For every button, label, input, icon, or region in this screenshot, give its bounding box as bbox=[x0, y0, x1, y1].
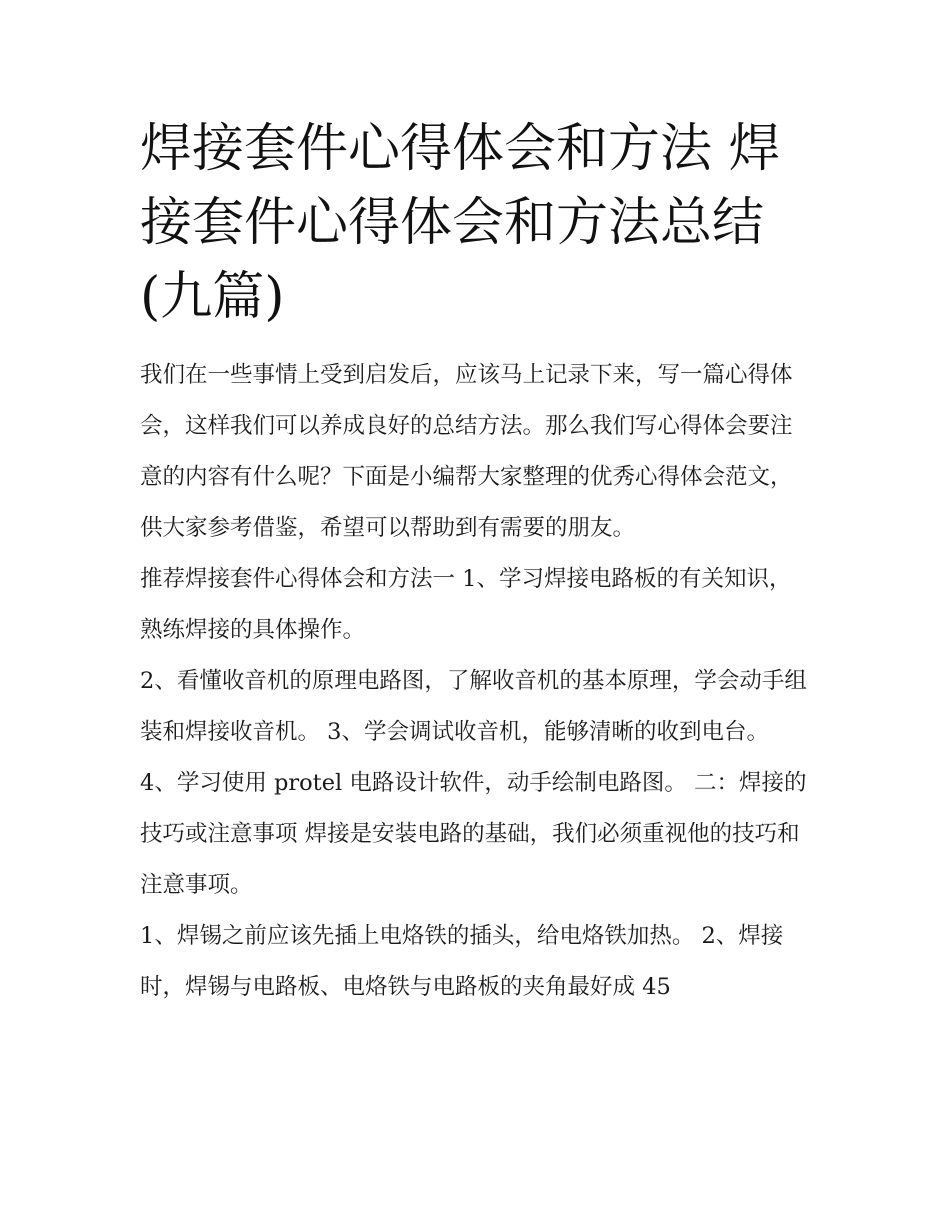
paragraph-intro: 我们在一些事情上受到启发后，应该马上记录下来，写一篇心得体会，这样我们可以养成良好的总结方法。那么我们写心得体会要注意的内容有什么呢？下面是小编帮大家整理的优秀心得体会范文，供大家参考借鉴，希望可以帮助到有需要的朋友。 bbox=[140, 362, 793, 541]
paragraph-point-2-3: 2、看懂收音机的原理电路图，了解收音机的基本原理，学会动手组装和焊接收音机。 3、学会调试收音机，能够清晰的收到电台。 bbox=[140, 668, 807, 745]
paragraph-recommend-1: 推荐焊接套件心得体会和方法一 1、学习焊接电路板的有关知识，熟练焊接的具体操作。 bbox=[140, 566, 792, 643]
document-title: 焊接套件心得体会和方法 焊接套件心得体会和方法总结(九篇) bbox=[140, 119, 781, 327]
paragraph-point-4: 4、学习使用 protel 电路设计软件，动手绘制电路图。 二：焊接的技巧或注意事项 焊接是安装电路的基础，我们必须重视他的技巧和注意事项。 bbox=[140, 770, 807, 898]
document-content bbox=[140, 112, 812, 1013]
paragraph-tips-1-2: 1、焊锡之前应该先插上电烙铁的插头，给电烙铁加热。 2、焊接时，焊锡与电路板、电烙铁与电路板的夹角最好成 45 bbox=[140, 923, 784, 1000]
document-body bbox=[140, 350, 812, 1013]
